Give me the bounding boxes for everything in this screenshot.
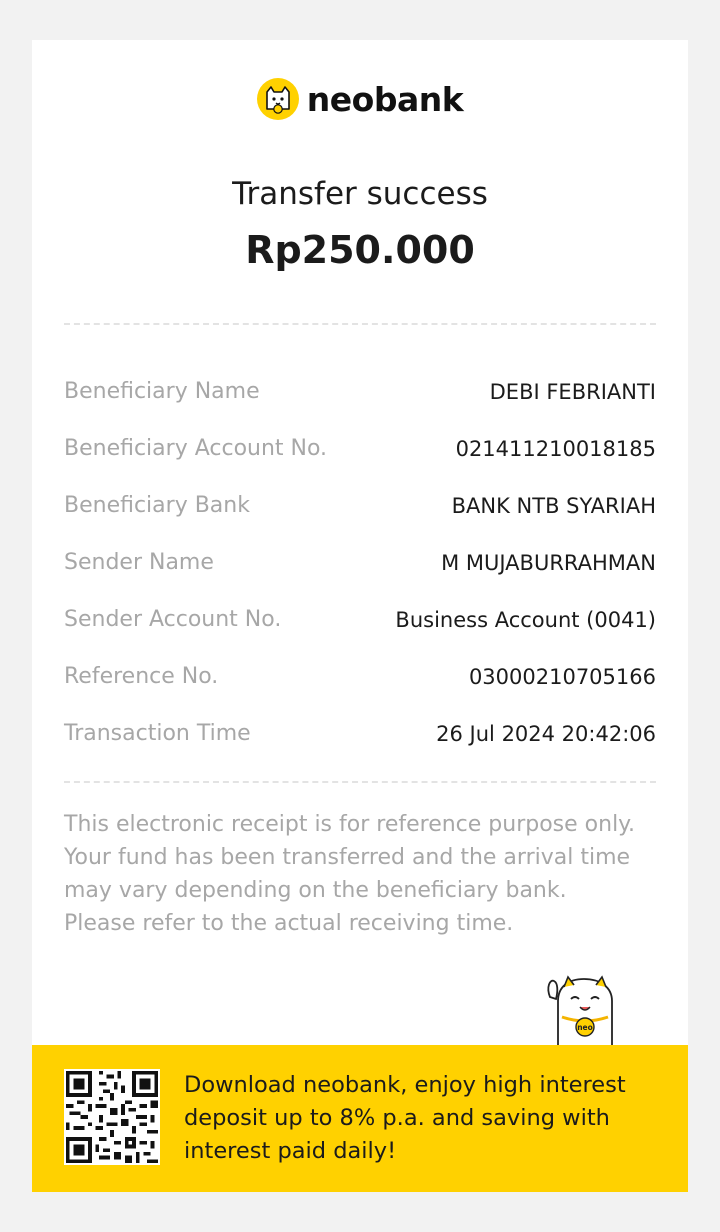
detail-label: Beneficiary Name — [64, 379, 260, 404]
cat-logo-icon — [257, 78, 299, 120]
detail-row-beneficiary-name — [64, 363, 656, 420]
promo-banner[interactable] — [32, 1045, 688, 1192]
detail-value: 03000210705166 — [468, 664, 656, 689]
detail-label: Reference No. — [64, 664, 219, 689]
mascot-coin-text: neo — [577, 1023, 593, 1032]
detail-label: Beneficiary Bank — [64, 493, 250, 518]
divider — [64, 781, 656, 783]
detail-value: DEBI FEBRIANTI — [489, 379, 656, 404]
page-title: Transfer success — [232, 176, 488, 212]
detail-row-transaction-time — [64, 705, 656, 762]
detail-value: 26 Jul 2024 20:42:06 — [436, 721, 656, 746]
detail-row-sender-name — [64, 534, 656, 591]
detail-label: Transaction Time — [64, 721, 251, 746]
disclaimer-text: This electronic receipt is for reference purpose only. Your fund has been transferred and the arrival time may vary depending on the beneficiary bank. Please refer to the actual receiving time. — [64, 812, 636, 936]
detail-row-beneficiary-account — [64, 420, 656, 477]
detail-label: Beneficiary Account No. — [64, 436, 328, 461]
detail-value: M MUJABURRAHMAN — [441, 550, 656, 575]
divider — [64, 323, 656, 325]
detail-label: Sender Account No. — [64, 607, 282, 632]
lucky-cat-icon — [538, 975, 630, 1047]
detail-value: 021411210018185 — [455, 436, 656, 461]
qr-code[interactable] — [64, 1069, 160, 1165]
promo-text: Download neobank, enjoy high interest deposit up to 8% p.a. and saving with interest paid daily! — [184, 1072, 626, 1164]
brand-header — [32, 78, 688, 120]
detail-value: BANK NTB SYARIAH — [451, 493, 656, 518]
detail-row-sender-account — [64, 591, 656, 648]
transfer-amount: Rp250.000 — [245, 228, 475, 272]
detail-row-reference — [64, 648, 656, 705]
detail-value: Business Account (0041) — [395, 607, 656, 632]
transaction-details — [64, 363, 656, 762]
brand-name: neobank — [306, 79, 464, 119]
detail-label: Sender Name — [64, 550, 214, 575]
qr-code-icon — [66, 1071, 158, 1163]
receipt-card — [32, 40, 688, 1192]
detail-row-beneficiary-bank — [64, 477, 656, 534]
